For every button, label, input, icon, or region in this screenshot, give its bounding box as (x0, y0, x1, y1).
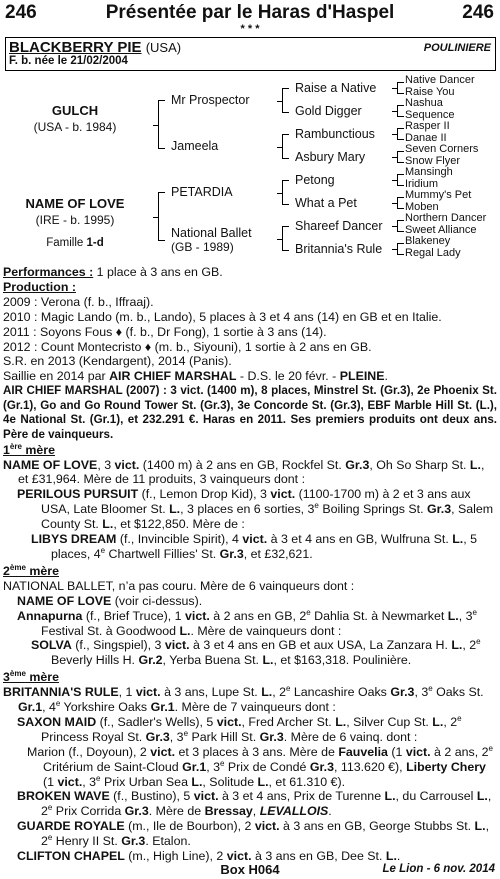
gen4-2: Nashua (405, 97, 443, 109)
gen4-8: Mansingh (405, 166, 453, 178)
horse-birth: F. b. née le 21/02/2004 (9, 55, 128, 67)
mere2-solva: SOLVA (f., Singspiel), 3 vict. à 3 et 4 ans en GB et aux USA, La Zanzara H. L., 2e Beverly Hills H. Gr.2, Yerba Buena St. L., et $163,318. Poulinière. (31, 637, 481, 668)
gen2-3: National Ballet (171, 226, 252, 240)
gen4-7: Snow Flyer (405, 154, 461, 167)
bracket-gen3-6 (397, 220, 404, 232)
bracket-gen3-3 (397, 151, 404, 163)
gen4-14: Blakeney (405, 235, 451, 247)
gen4-4: Rasper II (405, 120, 450, 132)
mere2-national-ballet: NATIONAL BALLET, n’a pas couru. Mère de 6 vainqueurs dont : (3, 578, 355, 593)
bracket-gen1-sire (158, 100, 165, 149)
gen4-1: Raise You (405, 85, 455, 98)
production-line-3: 2012 : Count Montecristo ♦ (m. b., Siyouni), 1 sortie à 2 ans en GB. (3, 339, 372, 354)
production-heading: Production : (3, 279, 76, 294)
bracket-gen2-2 (282, 180, 289, 205)
gen3-0: Raise a Native (295, 81, 377, 95)
mere1-perilous-pursuit: PERILOUS PURSUIT (f., Lemon Drop Kid), 3 vict. (1100-1700 m) à 2 et 3 ans aux USA, Late Bloomer St. L., 3 places en 6 sorties, 3e Boiling Springs St. Gr.3, Salem County St. L., et $122,850. Mère de : (17, 487, 494, 532)
gen3-5: What a Pet (295, 196, 357, 210)
gen3-6: Shareef Dancer (295, 219, 383, 233)
gen4-5: Danae II (405, 131, 447, 144)
production-line-2: 2011 : Soyons Fous ♦ (f. b., Dr Fong), 1 sortie à 3 ans (14). (3, 324, 327, 339)
gen3-7: Britannia's Rule (295, 242, 383, 256)
gen4-15: Regal Lady (405, 246, 461, 259)
bracket-gen3-5 (397, 197, 404, 209)
gen4-13: Sweet Alliance (405, 223, 477, 236)
gen2-3-info: (GB - 1989) (171, 240, 234, 254)
mere1-name-of-love: NAME OF LOVE, 3 vict. (1400 m) à 2 ans en GB, Rockfel St. Gr.3, Oh So Sharp St. L., et £31,964. Mère de 11 produits, 3 vainqueurs dont : (3, 457, 485, 487)
mere2-name-of-love: NAME OF LOVE (voir ci-dessus). (17, 593, 203, 608)
horse-origin: (USA) (145, 40, 182, 55)
footer-box: Box H064 (220, 862, 280, 877)
bracket-gen3-2 (397, 128, 404, 140)
bracket-gen3-0 (397, 82, 404, 94)
gen2-1: Jameela (171, 139, 219, 153)
mere3-guarde-royale: GUARDE ROYALE (m., Ile de Bourbon), 2 vict. à 3 ans en GB, George Stubbs St. L., 2e Henry II St. Gr.3. Etalon. (17, 819, 490, 849)
performances: Performances : 1 place à 3 ans en GB. (3, 265, 223, 279)
production-line-0: 2009 : Verona (f. b., Iffraaj). (3, 294, 154, 309)
dam-name: NAME OF LOVE (25, 196, 125, 211)
mere3-clifton-chapel: CLIFTON CHAPEL (m., High Line), 2 vict. à 3 ans en GB, Dee St. L.. (17, 849, 401, 864)
gen4-11: Moben (405, 200, 439, 213)
production-line-4: S.R. en 2013 (Kendargent), 2014 (Panis). (3, 354, 232, 369)
mere3-britannias-rule: BRITANNIA'S RULE, 1 vict. à 3 ans, Lupe St. L., 2e Lancashire Oaks Gr.3, 3e Oaks St. Gr.1, 4e Yorkshire Oaks Gr.1. Mère de 7 vainqueurs dont : (3, 684, 484, 715)
gen4-12: Northern Dancer (405, 212, 487, 224)
bracket-gen3-1 (397, 105, 404, 117)
footer-date: Le Lion - 6 nov. 2014 (382, 863, 495, 875)
bracket-gen2-1 (282, 134, 289, 159)
sire-name: GULCH (51, 103, 99, 118)
page-number-right: 246 (462, 2, 494, 23)
gen2-2: PETARDIA (171, 185, 233, 199)
gen3-3: Asbury Mary (295, 150, 366, 164)
saillie-line: Saillie en 2014 par AIR CHIEF MARSHAL - D.S. le 20 févr. - PLEINE. (3, 369, 388, 384)
production-line-1: 2010 : Magic Lando (m. b., Lando), 5 places à 3 et 4 ans (14) en GB et en Italie. (3, 309, 442, 324)
sire-info: (USA - b. 1984) (33, 120, 117, 134)
bracket-gen1-dam (158, 192, 165, 241)
horse-title-box (5, 37, 496, 71)
header-stars: * * * (240, 23, 260, 35)
mere3-heading: 3ème mère (3, 669, 59, 685)
stallion-note: AIR CHIEF MARSHAL (2007) : 3 vict. (1400 m), 8 places, Minstrel St. (Gr.3), 2e Phoenix St. (Gr.1), Go and Go Round Tower St. (Gr.3), 3e Concorde St. (Gr.3), EBF Marble Hill St. (L.), 4e National St. (Gr.1), et 232.291 €. Haras en 2011. Ses premiers produits ont deux ans. Père de vainqueurs. (3, 384, 497, 442)
gen4-3: Sequence (405, 108, 455, 121)
page-number-left: 246 (5, 2, 37, 23)
horse-category: POULINIERE (423, 42, 491, 54)
page-title: Présentée par le Haras d'Haspel (105, 2, 395, 23)
gen3-2: Rambunctious (295, 127, 375, 141)
mere2-annapurna: Annapurna (f., Brief Truce), 1 vict. à 2 ans en GB, 2e Dahlia St. à Newmarket L., 3e Festival St. à Goodwood L.. Mère de vainqueurs dont : (17, 607, 477, 638)
gen4-10: Mummy's Pet (405, 189, 472, 201)
gen4-list (405, 75, 486, 259)
mere1-libys-dream: LIBYS DREAM (f., Invincible Spirit), 4 vict. à 3 et 4 ans en GB, Wulfruna St. L., 5 places, 4e Chartwell Fillies' St. Gr.3, et £32,621. (31, 532, 478, 561)
mere3-broken-wave: BROKEN WAVE (f., Bustino), 5 vict. à 3 et 4 ans, Prix de Turenne L., du Carrousel L., 2e Prix Corrida Gr.3. Mère de Bressay, LEVALLOIS. (17, 789, 492, 819)
bracket-gen3-4 (397, 174, 404, 186)
catalog-body (3, 265, 497, 864)
dam-info: (IRE - b. 1995) (35, 213, 115, 227)
mere3-marion: Marion (f., Doyoun), 2 vict. et 3 places à 3 ans. Mère de Fauvelia (1 vict. à 2 ans, 2e Critérium de Saint-Cloud Gr.1, 3e Prix de Condé Gr.3, 113.620 €), Liberty Chery (1 vict., 3e Prix Urban Sea L., Solitude L., et 61.310 €). (27, 743, 493, 789)
bracket-gen2-0 (282, 88, 289, 113)
horse-name: BLACKBERRY PIE (9, 39, 142, 56)
bracket-gen2-3 (282, 226, 289, 251)
dam-family: Famille 1-d (46, 237, 104, 249)
gen4-0: Native Dancer (405, 74, 475, 86)
mere1-heading: 1ère mère (3, 441, 55, 457)
gen4-9: Iridium (405, 177, 439, 190)
mere2-heading: 2ème mère (3, 562, 59, 578)
gen4-6: Seven Corners (405, 143, 479, 155)
mere3-saxon-maid: SAXON MAID (f., Sadler's Wells), 5 vict., Fred Archer St. L., Silver Cup St. L., 2e Princess Royal St. Gr.3, 3e Park Hill St. Gr.3. Mère de 6 vainq. dont : (17, 713, 462, 744)
gen3-1: Gold Digger (295, 104, 362, 118)
bracket-gen3-7 (397, 243, 404, 255)
gen3-4: Petong (295, 173, 335, 187)
gen2-0: Mr Prospector (171, 93, 250, 107)
